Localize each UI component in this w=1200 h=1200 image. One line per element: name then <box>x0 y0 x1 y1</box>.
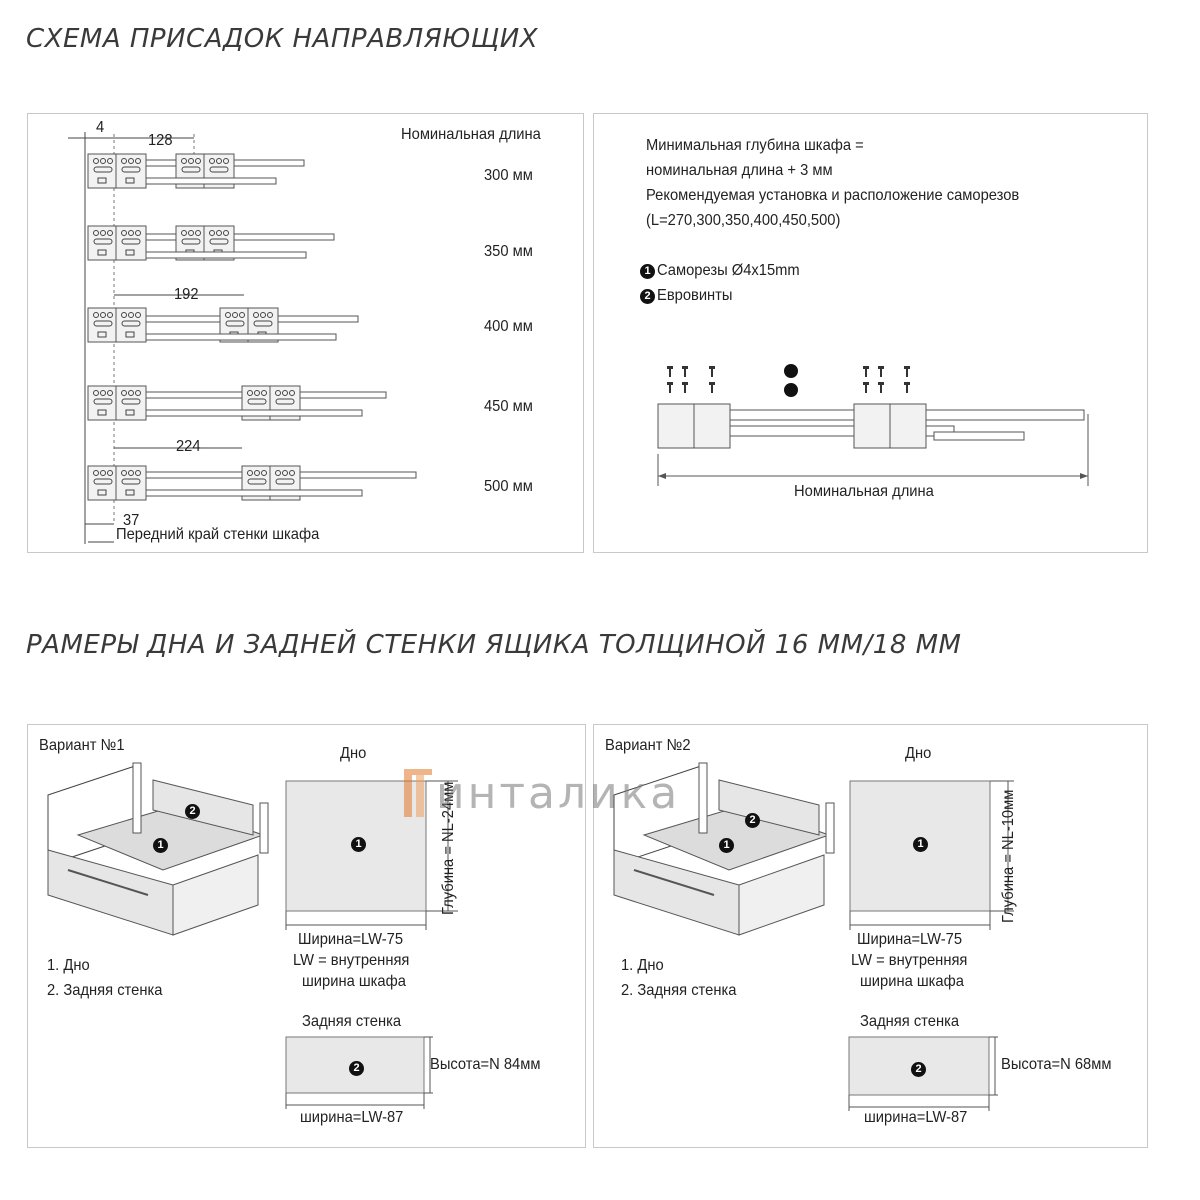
rail-row-300 <box>88 154 304 188</box>
install-line-2: номинальная длина + 3 мм <box>646 162 833 179</box>
variant-2-title: Вариант №2 <box>605 737 691 754</box>
drilling-scheme-panel <box>27 113 584 553</box>
variant-1-drawer-marker-1: 1 <box>153 838 168 853</box>
length-300: 300 мм <box>484 167 533 184</box>
variant-1-back-marker: 2 <box>349 1061 364 1076</box>
variant-1-drawer-marker-2: 2 <box>185 804 200 819</box>
install-line-3: Рекомендуемая установка и расположение саморезов <box>646 187 1020 204</box>
install-line-4: (L=270,300,350,400,450,500) <box>646 212 841 229</box>
variant-1-list-1: 1. Дно <box>47 957 90 974</box>
legend-marker-2: 2 <box>640 289 655 304</box>
variant-1-bottom-marker: 1 <box>351 837 366 852</box>
rail-row-450 <box>88 386 386 420</box>
variant-1-width-line-3: ширина шкафа <box>302 973 406 990</box>
variant-1-list-2: 2. Задняя стенка <box>47 982 163 999</box>
variant-2-width-line-3: ширина шкафа <box>860 973 964 990</box>
variant-1-depth-label: Глубина = NL-24мм <box>440 781 457 915</box>
watermark-logo-icon <box>400 765 436 821</box>
variant-2-back-label: Задняя стенка <box>860 1013 960 1030</box>
section-title-sizes: РАМЕРЫ ДНА И ЗАДНЕЙ СТЕНКИ ЯЩИКА ТОЛЩИНОЙ 16 ММ/18 ММ <box>26 630 962 660</box>
variant-2-height-label: Высота=N 68мм <box>1001 1056 1112 1073</box>
variant-1-bottom-label: Дно <box>340 745 367 762</box>
nominal-length-label: Номинальная длина <box>794 483 934 500</box>
variant-2-width-line-1: Ширина=LW-75 <box>857 931 963 948</box>
front-edge-label: Передний край стенки шкафа <box>116 526 320 543</box>
variant-2-bottom-marker: 1 <box>913 837 928 852</box>
variant-1-title: Вариант №1 <box>39 737 125 754</box>
installation-panel <box>593 113 1148 553</box>
variant-2-drawer-marker-1: 1 <box>719 838 734 853</box>
variant-2-depth-label: Глубина = NL-10мм <box>1000 789 1017 923</box>
variant-2-list-2: 2. Задняя стенка <box>621 982 737 999</box>
watermark-logo <box>400 765 680 821</box>
dim-128: 128 <box>148 132 173 149</box>
variant-2-list-1: 1. Дно <box>621 957 664 974</box>
variant-1-height-label: Высота=N 84мм <box>430 1056 541 1073</box>
rail-row-500 <box>88 466 416 500</box>
length-500: 500 мм <box>484 478 533 495</box>
dim-4: 4 <box>96 119 105 136</box>
dim-192: 192 <box>174 286 199 303</box>
variant-2-back-width: ширина=LW-87 <box>864 1109 968 1126</box>
legend-euroscrews: Евровинты <box>657 287 733 304</box>
nominal-length-header: Номинальная длина <box>401 126 541 143</box>
variant-1-back-width: ширина=LW-87 <box>300 1109 404 1126</box>
variant-2-width-line-2: LW = внутренняя <box>851 952 968 969</box>
variant-2-drawer-marker-2: 2 <box>745 813 760 828</box>
watermark-text: инталика <box>436 767 681 819</box>
variant-1-width-line-2: LW = внутренняя <box>293 952 410 969</box>
rail-row-400 <box>88 308 358 342</box>
length-400: 400 мм <box>484 318 533 335</box>
install-line-1: Минимальная глубина шкафа = <box>646 137 864 154</box>
length-450: 450 мм <box>484 398 533 415</box>
length-350: 350 мм <box>484 243 533 260</box>
variant-1-back-label: Задняя стенка <box>302 1013 402 1030</box>
variant-2-back-marker: 2 <box>911 1062 926 1077</box>
rail-row-350 <box>88 226 334 260</box>
dim-224: 224 <box>176 438 201 455</box>
dim-37: 37 <box>123 512 140 529</box>
legend-screws: Саморезы Ø4x15mm <box>657 262 800 279</box>
variant-1-width-line-1: Ширина=LW-75 <box>298 931 404 948</box>
section-title-drilling: СХЕМА ПРИСАДОК НАПРАВЛЯЮЩИХ <box>26 24 539 54</box>
legend-marker-1: 1 <box>640 264 655 279</box>
variant-2-bottom-label: Дно <box>905 745 932 762</box>
